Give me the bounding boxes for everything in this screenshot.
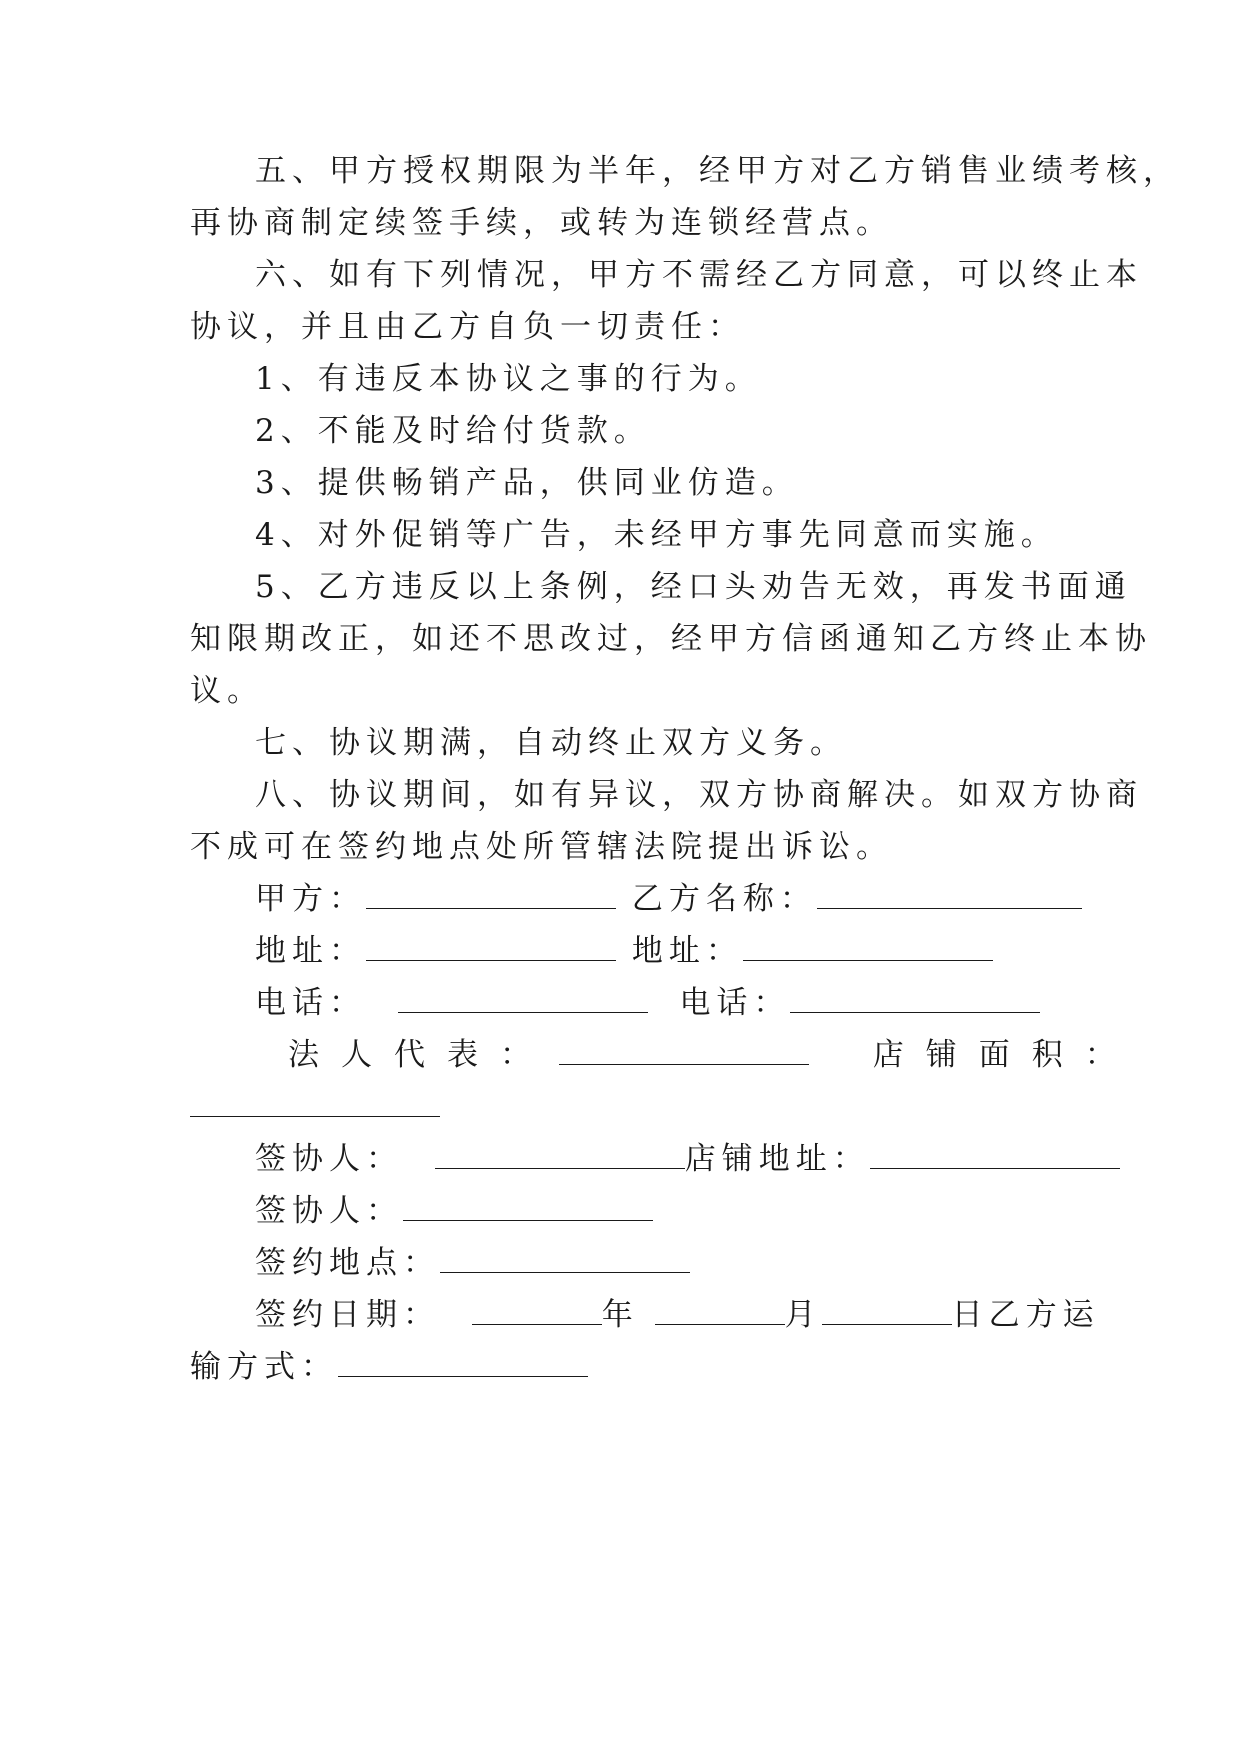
signer-1-label: 签协人： — [255, 1141, 403, 1177]
day-transport-label: 日乙方运 — [951, 1297, 1100, 1333]
party-b-name-field[interactable] — [817, 884, 1082, 909]
shop-area-label: 店铺面积： — [872, 1037, 1138, 1073]
clause-8-line-2: 不成可在签约地点处所管辖法院提出诉讼。 — [190, 829, 893, 865]
form-row-sign-date — [255, 1297, 1100, 1333]
item-3: 3、提供畅销产品，供同业仿造。 — [255, 465, 799, 501]
phone-a-field[interactable] — [398, 988, 648, 1013]
sign-year-field[interactable] — [472, 1300, 602, 1325]
legal-rep-field[interactable] — [559, 1040, 809, 1065]
clause-6-line-2: 协议，并且由乙方自负一切责任： — [190, 309, 745, 345]
address-b-field[interactable] — [743, 936, 993, 961]
address-b-label: 地址： — [631, 933, 743, 969]
form-row-legal-rep — [288, 1037, 1138, 1073]
item-5-line-2: 知限期改正，如还不思改过，经甲方信函通知乙方终止本协 — [190, 621, 1152, 657]
form-row-transport — [190, 1349, 1050, 1385]
phone-a-label: 电话： — [255, 985, 366, 1021]
party-b-name-label: 乙方名称： — [631, 881, 817, 917]
clause-8-line-1: 八、协议期间，如有异议，双方协商解决。如双方协商 — [255, 777, 1143, 813]
item-2: 2、不能及时给付货款。 — [255, 413, 651, 449]
signer-2-field[interactable] — [403, 1196, 653, 1221]
clause-5-line-1: 五、甲方授权期限为半年，经甲方对乙方销售业绩考核， — [255, 153, 1180, 189]
year-label: 年 — [601, 1297, 639, 1333]
party-a-field[interactable] — [366, 884, 616, 909]
transport-label: 输方式： — [190, 1349, 338, 1385]
transport-field[interactable] — [338, 1352, 588, 1377]
item-1: 1、有违反本协议之事的行为。 — [255, 361, 762, 397]
item-5-line-3: 议。 — [190, 673, 264, 709]
signer-2-label: 签协人： — [255, 1193, 403, 1229]
legal-rep-label: 法人代表： — [288, 1037, 553, 1073]
clause-5-line-2: 再协商制定续签手续，或转为连锁经营点。 — [190, 205, 893, 241]
sign-day-field[interactable] — [822, 1300, 952, 1325]
address-a-field[interactable] — [366, 936, 616, 961]
item-5-line-1: 5、乙方违反以上条例，经口头劝告无效，再发书面通 — [255, 569, 1132, 605]
sign-month-field[interactable] — [655, 1300, 785, 1325]
sign-place-field[interactable] — [440, 1248, 690, 1273]
form-row-shop-area-field — [190, 1089, 1050, 1125]
shop-area-field[interactable] — [190, 1092, 440, 1117]
phone-b-label: 电话： — [679, 985, 791, 1021]
party-a-label: 甲方： — [255, 881, 366, 917]
sign-date-label: 签约日期： — [255, 1297, 440, 1333]
shop-address-field[interactable] — [870, 1144, 1120, 1169]
form-row-party — [255, 881, 1050, 917]
form-row-signer-2 — [255, 1193, 1050, 1229]
signer-1-field[interactable] — [435, 1144, 685, 1169]
clause-6-line-1: 六、如有下列情况，甲方不需经乙方同意，可以终止本 — [255, 257, 1143, 293]
item-4: 4、对外促销等广告，未经甲方事先同意而实施。 — [255, 517, 1058, 553]
form-row-sign-place — [255, 1245, 1050, 1281]
form-row-signer-1 — [255, 1141, 1050, 1177]
sign-place-label: 签约地点： — [255, 1245, 440, 1281]
shop-address-label: 店铺地址： — [684, 1141, 870, 1177]
address-a-label: 地址： — [255, 933, 366, 969]
clause-7: 七、协议期满，自动终止双方义务。 — [255, 725, 847, 761]
month-label: 月 — [784, 1297, 822, 1333]
phone-b-field[interactable] — [790, 988, 1040, 1013]
form-row-address — [255, 933, 1050, 969]
form-row-phone — [255, 985, 1050, 1021]
